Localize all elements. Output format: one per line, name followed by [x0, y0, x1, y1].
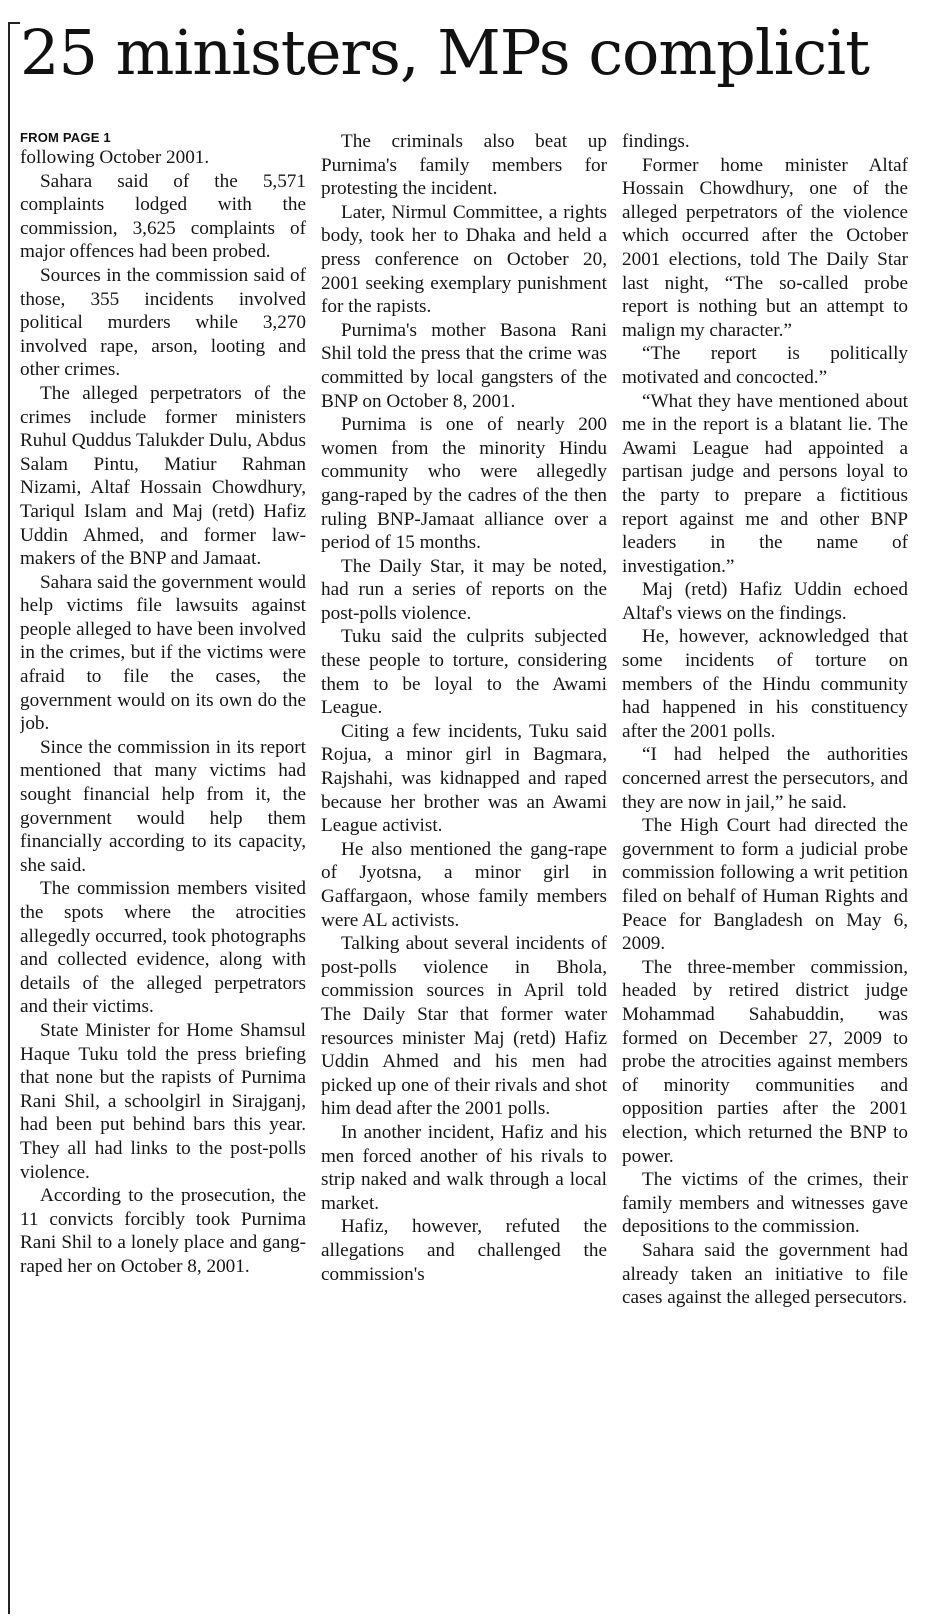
paragraph: Purnima is one of nearly 200 women from the minority Hindu community who were allegedly gang-raped by the cadres of the then ruling BNP-Jamaat alliance over a period of 15 months. [321, 414, 607, 554]
paragraph: Sahara said the government had already taken an initiative to file cases against the alleged persecutors. [622, 1239, 908, 1309]
paragraph: Sahara said the government would help victims file lawsuits against people alleged to have been involved in the crimes, but if the victims were afraid to file the cases, the government would on its own do the job. [20, 571, 306, 735]
paragraph: Sources in the commission said of those, 355 incidents involved political murders while 3,270 involved rape, arson, looting and other crimes. [20, 264, 306, 381]
paragraph: findings. [622, 131, 690, 152]
article-column-2 [321, 130, 607, 1620]
paragraph: The High Court had directed the government to form a judicial probe commission following a writ petition filed on behalf of Human Rights and Peace for Bangladesh on May 6, 2009. [622, 815, 908, 955]
paragraph: following October 2001. [20, 147, 210, 168]
article-column-3 [622, 130, 908, 1620]
paragraph: “What they have mentioned about me in the report is a blatant lie. The Awami League had appointed a partisan judge and persons loyal to the party to prepare a fictitious report against me and other BNP leaders in the name of investigation.” [622, 390, 908, 577]
paragraph: Maj (retd) Hafiz Uddin echoed Altaf's views on the findings. [622, 579, 908, 624]
paragraph: The criminals also beat up Purnima's family members for protesting the incident. [321, 131, 607, 200]
paragraph: The three-member commission, headed by retired district judge Mohammad Sahabuddin, was formed on December 27, 2009 to probe the atrocities against members of minority communities and opposition parties after the 2001 election, which returned the BNP to power. [622, 956, 908, 1167]
paragraph: Sahara said of the 5,571 complaints lodged with the commission, 3,625 complaints of major offences had been probed. [20, 170, 306, 263]
left-border-rule [8, 22, 10, 1614]
paragraph: “I had helped the authorities concerned arrest the persecutors, and they are now in jail,” he said. [622, 744, 908, 813]
headline: 25 ministers, MPs complicit [20, 16, 869, 89]
paragraph: The commission members visited the spots where the atrocities allegedly occurred, took photographs and collected evidence, along with details of the alleged perpetrators and their victims. [20, 878, 306, 1018]
paragraph: The alleged perpetrators of the crimes include former ministers Ruhul Quddus Talukder Dulu, Abdus Salam Pintu, Matiur Rahman Nizami, Altaf Hossain Chowdhury, Tariqul Islam and Maj (retd) Hafiz Uddin Ahmed, and former lawmakers of the BNP and Jamaat. [20, 382, 306, 570]
paragraph: He, however, acknowledged that some incidents of torture on members of the Hindu community had happened in his constituency after the 2001 polls. [622, 626, 908, 742]
paragraph: Purnima's mother Basona Rani Shil told the press that the crime was committed by local gangsters of the BNP on October 8, 2001. [321, 319, 607, 412]
paragraph: State Minister for Home Shamsul Haque Tuku told the press briefing that none but the rapists of Purnima Rani Shil, a schoolgirl in Sirajganj, had been put behind bars this year. They all had links to the post-polls violence. [20, 1019, 306, 1183]
paragraph: According to the prosecution, the 11 convicts forcibly took Purnima Rani Shil to a lonely place and gang-raped her on October 8, 2001. [20, 1185, 306, 1277]
paragraph: The Daily Star, it may be noted, had run a series of reports on the post-polls violence. [321, 555, 607, 624]
top-border-rule [8, 22, 20, 24]
paragraph: Since the commission in its report mentioned that many victims had sought financial help from it, the government would help them financially according to its capacity, she said. [20, 736, 306, 876]
paragraph: Talking about several incidents of post-polls violence in Bhola, commission sources in April told The Daily Star that former water resources minister Maj (retd) Hafiz Uddin Ahmed and his men had picked up one of their rivals and shot him dead after the 2001 polls. [321, 933, 607, 1120]
paragraph: Later, Nirmul Committee, a rights body, took her to Dhaka and held a press conference on October 20, 2001 seeking exemplary punishment for the rapists. [321, 201, 607, 318]
article-column-1 [20, 130, 306, 1620]
paragraph: Citing a few incidents, Tuku said Rojua, a minor girl in Bagmara, Rajshahi, was kidnapped and raped because her brother was an Awami League activist. [321, 720, 607, 837]
paragraph: Former home minister Altaf Hossain Chowdhury, one of the alleged perpetrators of the violence which occurred after the October 2001 elections, told The Daily Star last night, “The so-called probe report is nothing but an attempt to malign my character.” [622, 154, 908, 341]
paragraph: He also mentioned the gang-rape of Jyotsna, a minor girl in Gaffargaon, whose family members were AL activists. [321, 838, 607, 931]
paragraph: The victims of the crimes, their family members and witnesses gave depositions to the commission. [622, 1169, 908, 1238]
paragraph: Tuku said the culprits subjected these people to torture, considering them to be loyal to the Awami League. [321, 626, 607, 719]
paragraph: “The report is politically motivated and concocted.” [622, 343, 908, 388]
dateline: FROM PAGE 1 [20, 130, 111, 145]
paragraph: In another incident, Hafiz and his men forced another of his rivals to strip naked and walk through a local market. [321, 1121, 607, 1214]
paragraph: Hafiz, however, refuted the allegations and challenged the commission's [321, 1216, 607, 1285]
